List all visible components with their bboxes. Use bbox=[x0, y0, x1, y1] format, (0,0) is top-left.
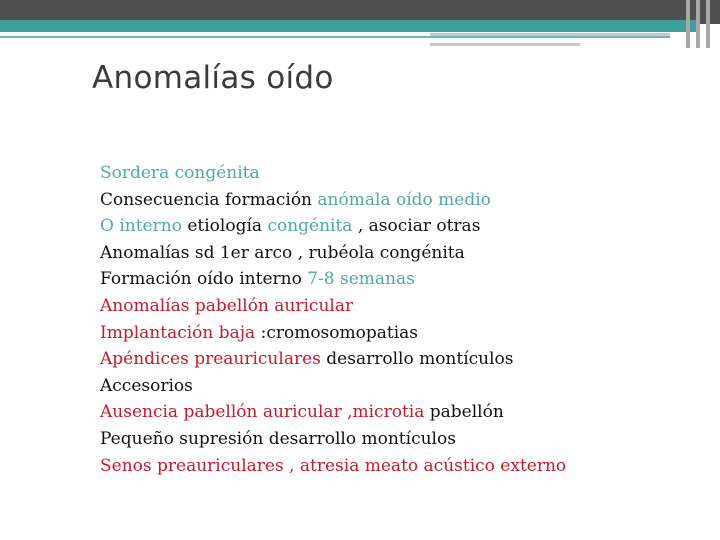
body-text-segment: Ausencia pabellón auricular ,microtia bbox=[100, 402, 425, 423]
header-vertical-bar bbox=[686, 0, 690, 48]
body-text-segment: congénita bbox=[267, 216, 353, 237]
body-text-segment: Implantación baja bbox=[100, 322, 256, 343]
header-teal-line bbox=[0, 36, 670, 38]
body-line bbox=[100, 399, 700, 426]
body-line bbox=[100, 266, 700, 293]
body-text-segment: Formación oído interno bbox=[100, 269, 308, 290]
body-line bbox=[100, 293, 700, 320]
body-line bbox=[100, 240, 700, 267]
body-line bbox=[100, 426, 700, 453]
slide-title: Anomalías oído bbox=[92, 60, 334, 96]
body-line bbox=[100, 346, 700, 373]
body-text-segment: desarrollo montículos bbox=[320, 349, 514, 370]
header-gray-line-short bbox=[430, 43, 580, 46]
body-text-segment: Apéndices preauriculares bbox=[100, 349, 321, 370]
body-text-segment: Anomalías sd 1er arco , rubéola congénita bbox=[100, 242, 465, 263]
body-text-segment: Consecuencia formación bbox=[100, 189, 318, 210]
header-gray-line bbox=[430, 33, 670, 36]
slide-body bbox=[100, 160, 700, 479]
body-text-segment: Anomalías pabellón auricular bbox=[100, 295, 354, 316]
body-line bbox=[100, 320, 700, 347]
header-vertical-bar bbox=[696, 0, 700, 48]
body-text-segment: :cromosomopatias bbox=[255, 322, 419, 343]
body-text-segment: etiología bbox=[181, 216, 268, 237]
body-text-segment: O interno bbox=[100, 216, 182, 237]
body-line bbox=[100, 160, 700, 187]
body-text-segment: anómala oído medio bbox=[317, 189, 491, 210]
header-teal-stripe bbox=[0, 20, 700, 32]
header-band bbox=[0, 0, 720, 24]
body-text-segment: pabellón bbox=[424, 402, 504, 423]
body-line bbox=[100, 453, 700, 480]
body-line bbox=[100, 187, 700, 214]
body-text-segment: Sordera congénita bbox=[100, 163, 260, 183]
body-text-segment: Senos preauriculares , atresia meato acústico externo bbox=[100, 455, 567, 476]
body-line bbox=[100, 213, 700, 240]
header-vertical-bar bbox=[706, 0, 710, 48]
body-text-segment: , asociar otras bbox=[352, 216, 481, 237]
body-text-segment: Pequeño supresión desarrollo montículos bbox=[100, 428, 456, 449]
body-text-segment: 7-8 semanas bbox=[307, 269, 415, 290]
body-text-segment: Accesorios bbox=[100, 375, 193, 396]
body-line bbox=[100, 373, 700, 400]
